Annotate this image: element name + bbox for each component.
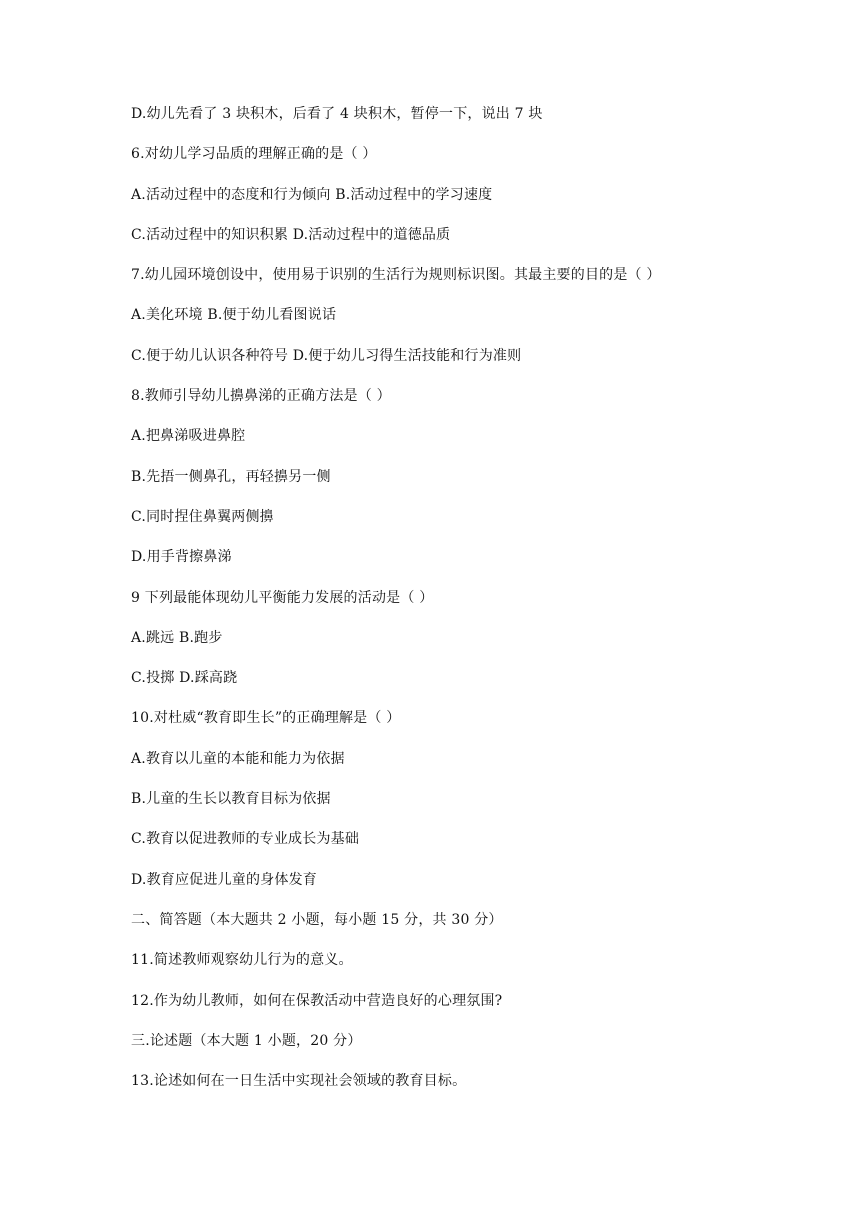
options-9ab: A.跳远 B.跑步 [131, 629, 223, 646]
options-7ab: A.美化环境 B.便于幼儿看图说话 [131, 307, 337, 324]
document-body [131, 100, 831, 1107]
question-9: 9 下列最能体现幼儿平衡能力发展的活动是（ ） [131, 589, 434, 606]
options-6cd: C.活动过程中的知识积累 D.活动过程中的道德品质 [131, 226, 451, 243]
question-10: 10.对杜威“教育即生长”的正确理解是（ ） [131, 710, 401, 727]
question-12: 12.作为幼儿教师，如何在保教活动中营造良好的心理氛围? [131, 992, 503, 1009]
options-6ab: A.活动过程中的态度和行为倾向 B.活动过程中的学习速度 [131, 186, 493, 203]
question-8: 8.教师引导幼儿擤鼻涕的正确方法是（ ） [131, 388, 391, 405]
option-10d: D.教育应促进儿童的身体发育 [131, 871, 317, 888]
option-10b: B.儿童的生长以教育目标为依据 [131, 791, 331, 808]
option-10c: C.教育以促进教师的专业成长为基础 [131, 831, 360, 848]
section-2-heading: 二、简答题（本大题共 2 小题，每小题 15 分，共 30 分） [131, 911, 503, 928]
question-6: 6.对幼儿学习品质的理解正确的是（ ） [131, 146, 377, 163]
option-8c: C.同时捏住鼻翼两侧擤 [131, 508, 274, 525]
option-8a: A.把鼻涕吸进鼻腔 [131, 428, 246, 445]
question-13: 13.论述如何在一日生活中实现社会领域的教育目标。 [131, 1073, 467, 1090]
option-8d: D.用手背擦鼻涕 [131, 549, 232, 566]
options-7cd: C.便于幼儿认识各种符号 D.便于幼儿习得生活技能和行为准则 [131, 347, 522, 364]
question-7: 7.幼儿园环境创设中，使用易于识别的生活行为规则标识图。其最主要的目的是（ ） [131, 267, 661, 284]
question-11: 11.简述教师观察幼儿行为的意义。 [131, 952, 353, 969]
option-5d: D.幼儿先看了 3 块积木，后看了 4 块积木，暂停一下，说出 7 块 [131, 106, 543, 122]
option-8b: B.先捂一侧鼻孔，再轻擤另一侧 [131, 468, 331, 485]
options-9cd: C.投掷 D.踩高跷 [131, 670, 238, 687]
section-3-heading: 三.论述题（本大题 1 小题，20 分） [131, 1032, 362, 1049]
option-10a: A.教育以儿童的本能和能力为依据 [131, 750, 345, 767]
